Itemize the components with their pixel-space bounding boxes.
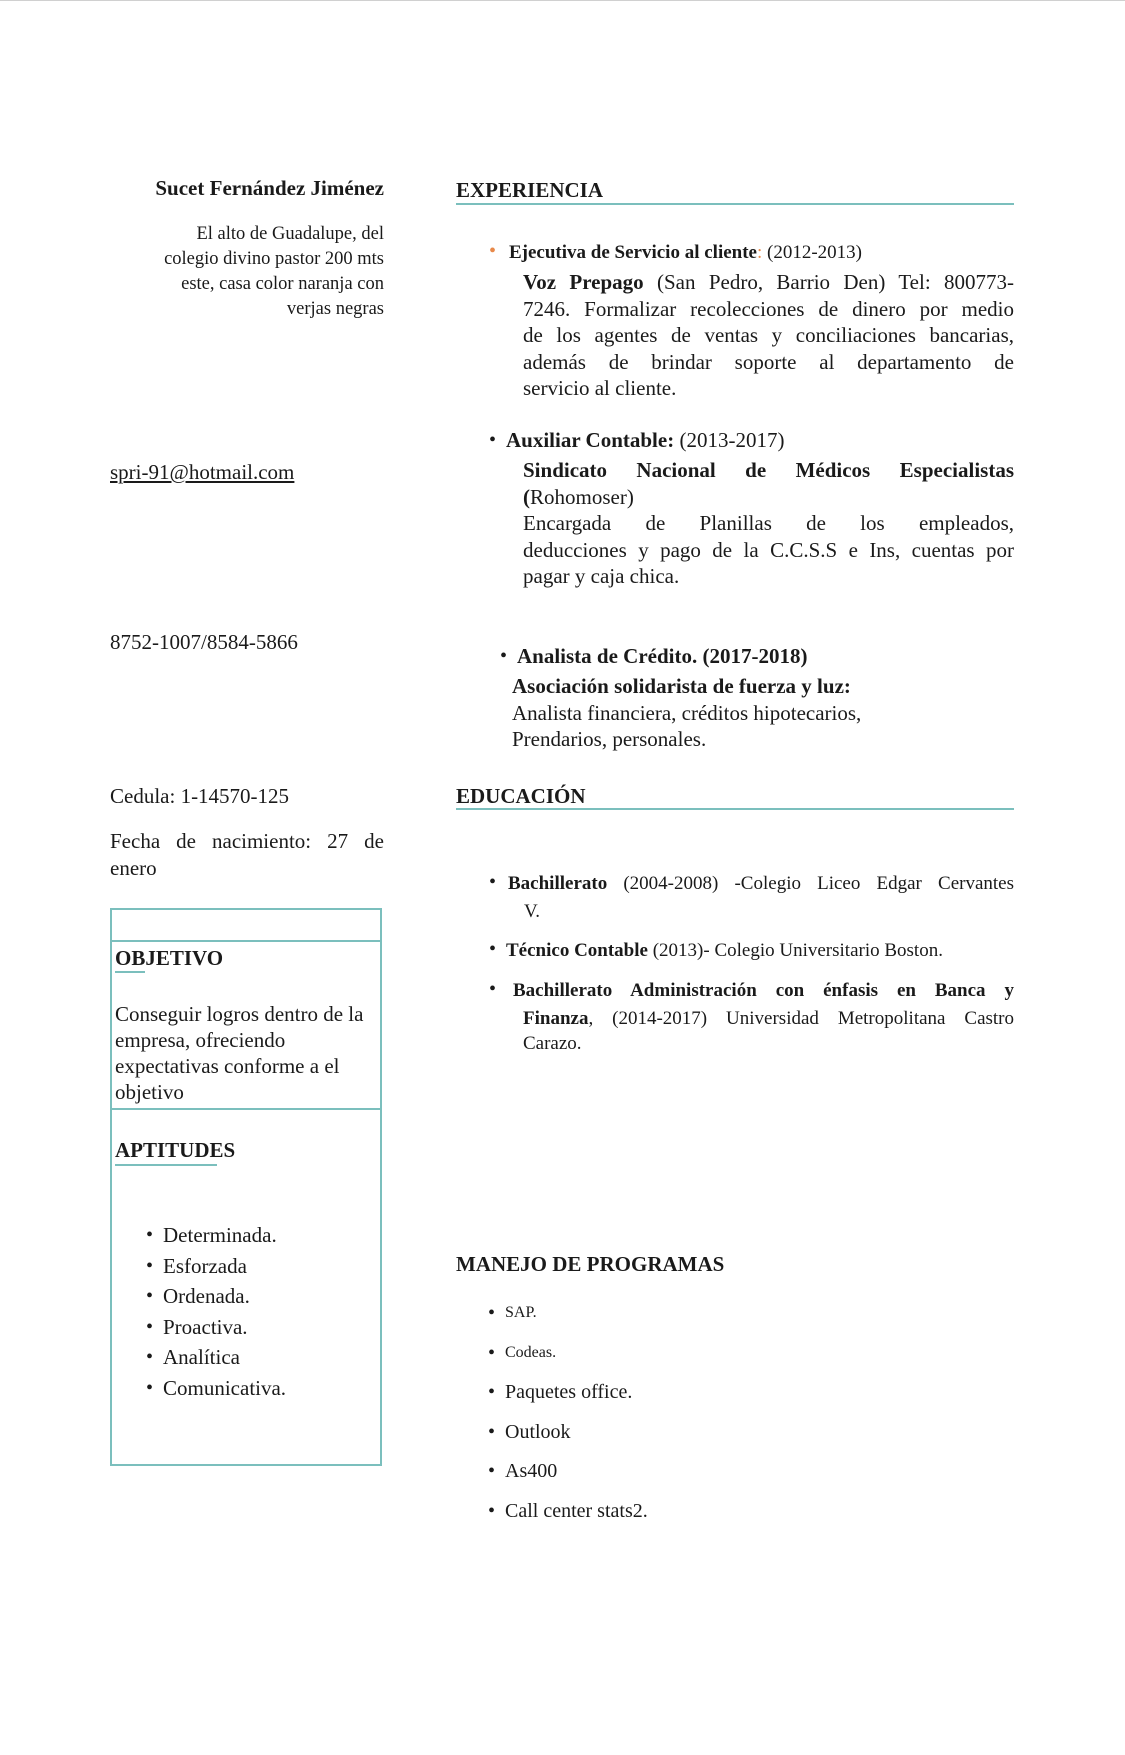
education-line: Carazo. [523,1033,582,1054]
full-name: Sucet Fernández Jiménez [155,176,384,200]
education-line: , (2014-2017) Universidad Metropolitana Castro [588,1008,1014,1029]
page-top-border [0,0,1125,1]
education-line: V. [524,901,541,922]
job-line: deducciones y pago de la C.C.S.S e Ins, cuentas por [523,537,1014,562]
programs-list [488,1302,648,1539]
job-company: Voz Prepago [523,270,644,294]
job-line: de los agentes de ventas y conciliaciones bancarias, [523,323,1014,347]
list-item: • SAP. [488,1302,648,1342]
job-header [509,242,862,264]
job-period: (2012-2013) [762,242,863,263]
job-line: Encargada de Planillas de los empleados, [523,511,1014,535]
address-line: colegio divino pastor 200 mts [164,249,384,269]
job-company-place: Rohomoser) [530,484,634,509]
job-company: Asociación solidarista de fuerza y luz: [512,674,851,698]
bullet-icon: • [489,938,497,960]
education-heading: EDUCACIÓN [456,784,586,808]
job-line: Prendarios, personales. [512,727,707,751]
job-colon: : [757,242,763,263]
job-line: (San Pedro, Barrio Den) Tel: 800773- [643,270,1014,294]
aptitudes-list [146,1220,286,1403]
job-header [506,428,784,453]
job-period: (2013-2017) [674,428,785,452]
education-rule [456,808,1014,810]
job-company-paren: ( [523,484,530,509]
email-link[interactable]: spri-91@hotmail.com [110,460,295,484]
box-divider [112,1108,380,1110]
job-role: Auxiliar Contable: [506,428,675,452]
aptitudes-underline [115,1164,217,1166]
objective-heading: OBJETIVO [115,946,224,970]
objective-text: Conseguir logros dentro de la empresa, ofreciendo expectativas conforme a el objetivo [115,1002,364,1104]
education-degree: Técnico Contable [506,940,648,961]
job-description [523,269,1014,402]
bullet-icon: • [489,240,497,262]
list-item: • Proactiva. [146,1312,286,1343]
education-degree: Bachillerato [508,873,608,894]
education-item [513,977,1014,1055]
job-line: 7246. Formalizar recolecciones de dinero por medio [523,296,1014,321]
objective-aptitudes-box [110,908,382,1466]
aptitudes-heading: APTITUDES [115,1138,236,1162]
job-role: Analista de Crédito. (2017-2018) [517,644,808,668]
address-line: este, casa color naranja con [181,274,384,294]
list-item: • Ordenada. [146,1281,286,1312]
list-item: • Comunicativa. [146,1373,286,1404]
objective-underline [115,971,145,973]
list-item: • Esforzada [146,1251,286,1282]
id-number: Cedula: 1-14570-125 [110,784,290,808]
list-item: • As400 [488,1460,648,1500]
education-degree: Finanza [523,1008,589,1029]
bullet-icon: • [489,429,497,451]
job-line: servicio al cliente. [523,376,677,400]
education-degree: Bachillerato Administración con énfasis en Banca y [513,980,1014,1001]
list-item: • Analítica [146,1342,286,1373]
experience-heading: EXPERIENCIA [456,178,604,202]
address-line: El alto de Guadalupe, del [196,224,384,244]
education-item [508,870,1014,926]
box-divider [112,940,380,942]
bullet-icon: • [489,978,497,1000]
education-line: (2004-2008) -Colegio Liceo Edgar Cervantes [607,873,1014,894]
experience-rule [456,203,1014,205]
address [110,222,384,322]
bullet-icon: • [489,871,497,893]
list-item: • Call center stats2. [488,1500,648,1540]
list-item: • Paquetes office. [488,1381,648,1421]
phone-number: 8752-1007/8584-5866 [110,630,298,654]
education-item [506,937,943,965]
job-line: Analista financiera, créditos hipotecarios, [512,700,862,725]
job-description [512,673,1014,753]
job-description [523,457,1014,590]
address-line: verjas negras [286,299,384,319]
list-item: • Determinada. [146,1220,286,1251]
job-line: además de brindar soporte al departamento de [523,349,1014,374]
job-company: Sindicato Nacional de Médicos Especialistas [523,458,1014,482]
list-item: • Codeas. [488,1342,648,1382]
list-item: • Outlook [488,1421,648,1461]
birth-date: Fecha de nacimiento: 27 de enero [110,829,384,880]
programs-heading: MANEJO DE PROGRAMAS [456,1252,725,1276]
education-line: (2013)- Colegio Universitario Boston. [647,940,943,961]
job-role: Ejecutiva de Servicio al cliente [509,242,757,263]
bullet-icon: • [500,645,508,667]
job-line: pagar y caja chica. [523,564,680,588]
